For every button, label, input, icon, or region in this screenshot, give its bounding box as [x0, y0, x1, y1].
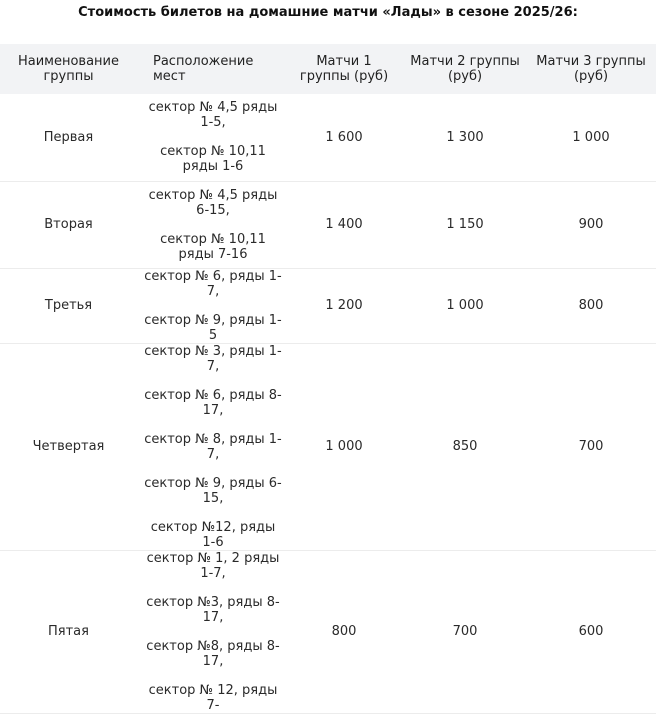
seat-line: сектор № 4,5 ряды 1-5, [148, 100, 278, 131]
page-title: Стоимость билетов на домашние матчи «Лады» в сезоне 2025/26: [78, 5, 578, 20]
price-group-2-cell: 1 150 [404, 181, 526, 268]
seat-line: сектор № 6, ряды 8-17, [144, 387, 282, 418]
table-row [0, 268, 656, 343]
price-group-3-cell: 900 [526, 181, 656, 268]
table-row [0, 550, 656, 713]
seat-location-cell [137, 94, 284, 181]
seat-line: сектор № 4,5 ряды 6-15, [148, 187, 278, 218]
header-group-name: Наименование группы [17, 54, 120, 84]
price-group-3-cell: 1 000 [526, 94, 656, 181]
price-group-3-cell: 700 [526, 343, 656, 550]
table-header-row [0, 44, 656, 94]
seat-line: сектор №12, ряды 1-6 [150, 519, 276, 550]
group-name-cell: Четвертая [0, 343, 137, 550]
seat-line: сектор № 12, ряды 7- [148, 682, 278, 713]
price-group-2-cell: 850 [404, 343, 526, 550]
price-group-2-cell: 1 300 [404, 94, 526, 181]
ticket-price-table [0, 44, 656, 714]
table-row [0, 181, 656, 268]
group-name-cell: Первая [0, 94, 137, 181]
group-name-cell: Пятая [0, 550, 137, 713]
seat-line: сектор № 9, ряды 1-5 [144, 312, 282, 343]
price-group-1-cell: 1 400 [284, 181, 404, 268]
seat-line: сектор № 10,11 ряды 1-6 [160, 144, 266, 175]
price-group-2-cell: 700 [404, 550, 526, 713]
seat-location-cell [137, 268, 284, 343]
price-group-3-cell: 600 [526, 550, 656, 713]
seat-line: сектор № 1, 2 ряды 1-7, [146, 550, 280, 581]
seat-line: сектор №3, ряды 8-17, [146, 594, 280, 625]
seat-location-cell [137, 550, 284, 713]
seat-location-cell [137, 181, 284, 268]
seat-line: сектор №8, ряды 8-17, [146, 638, 280, 669]
table-row [0, 343, 656, 550]
group-name-cell: Вторая [0, 181, 137, 268]
seat-location-cell [137, 343, 284, 550]
seat-line: сектор № 9, ряды 6-15, [144, 475, 282, 506]
price-group-2-cell: 1 000 [404, 268, 526, 343]
price-group-3-cell: 800 [526, 268, 656, 343]
seat-line: сектор № 3, ряды 1-7, [144, 343, 282, 374]
seat-line: сектор № 8, ряды 1-7, [144, 431, 282, 462]
seat-line: сектор № 6, ряды 1-7, [144, 268, 282, 299]
price-group-1-cell: 1 600 [284, 94, 404, 181]
price-group-1-cell: 1 200 [284, 268, 404, 343]
header-price-group-3: Матчи 3 группы (руб) [536, 54, 646, 84]
table-row [0, 94, 656, 181]
price-group-1-cell: 1 000 [284, 343, 404, 550]
price-group-1-cell: 800 [284, 550, 404, 713]
header-price-group-1: Матчи 1 группы (руб) [299, 54, 389, 84]
group-name-cell: Третья [0, 268, 137, 343]
header-seat-location: Расположение мест [153, 54, 254, 84]
seat-line: сектор № 10,11 ряды 7-16 [160, 231, 266, 262]
header-price-group-2: Матчи 2 группы (руб) [410, 54, 520, 84]
